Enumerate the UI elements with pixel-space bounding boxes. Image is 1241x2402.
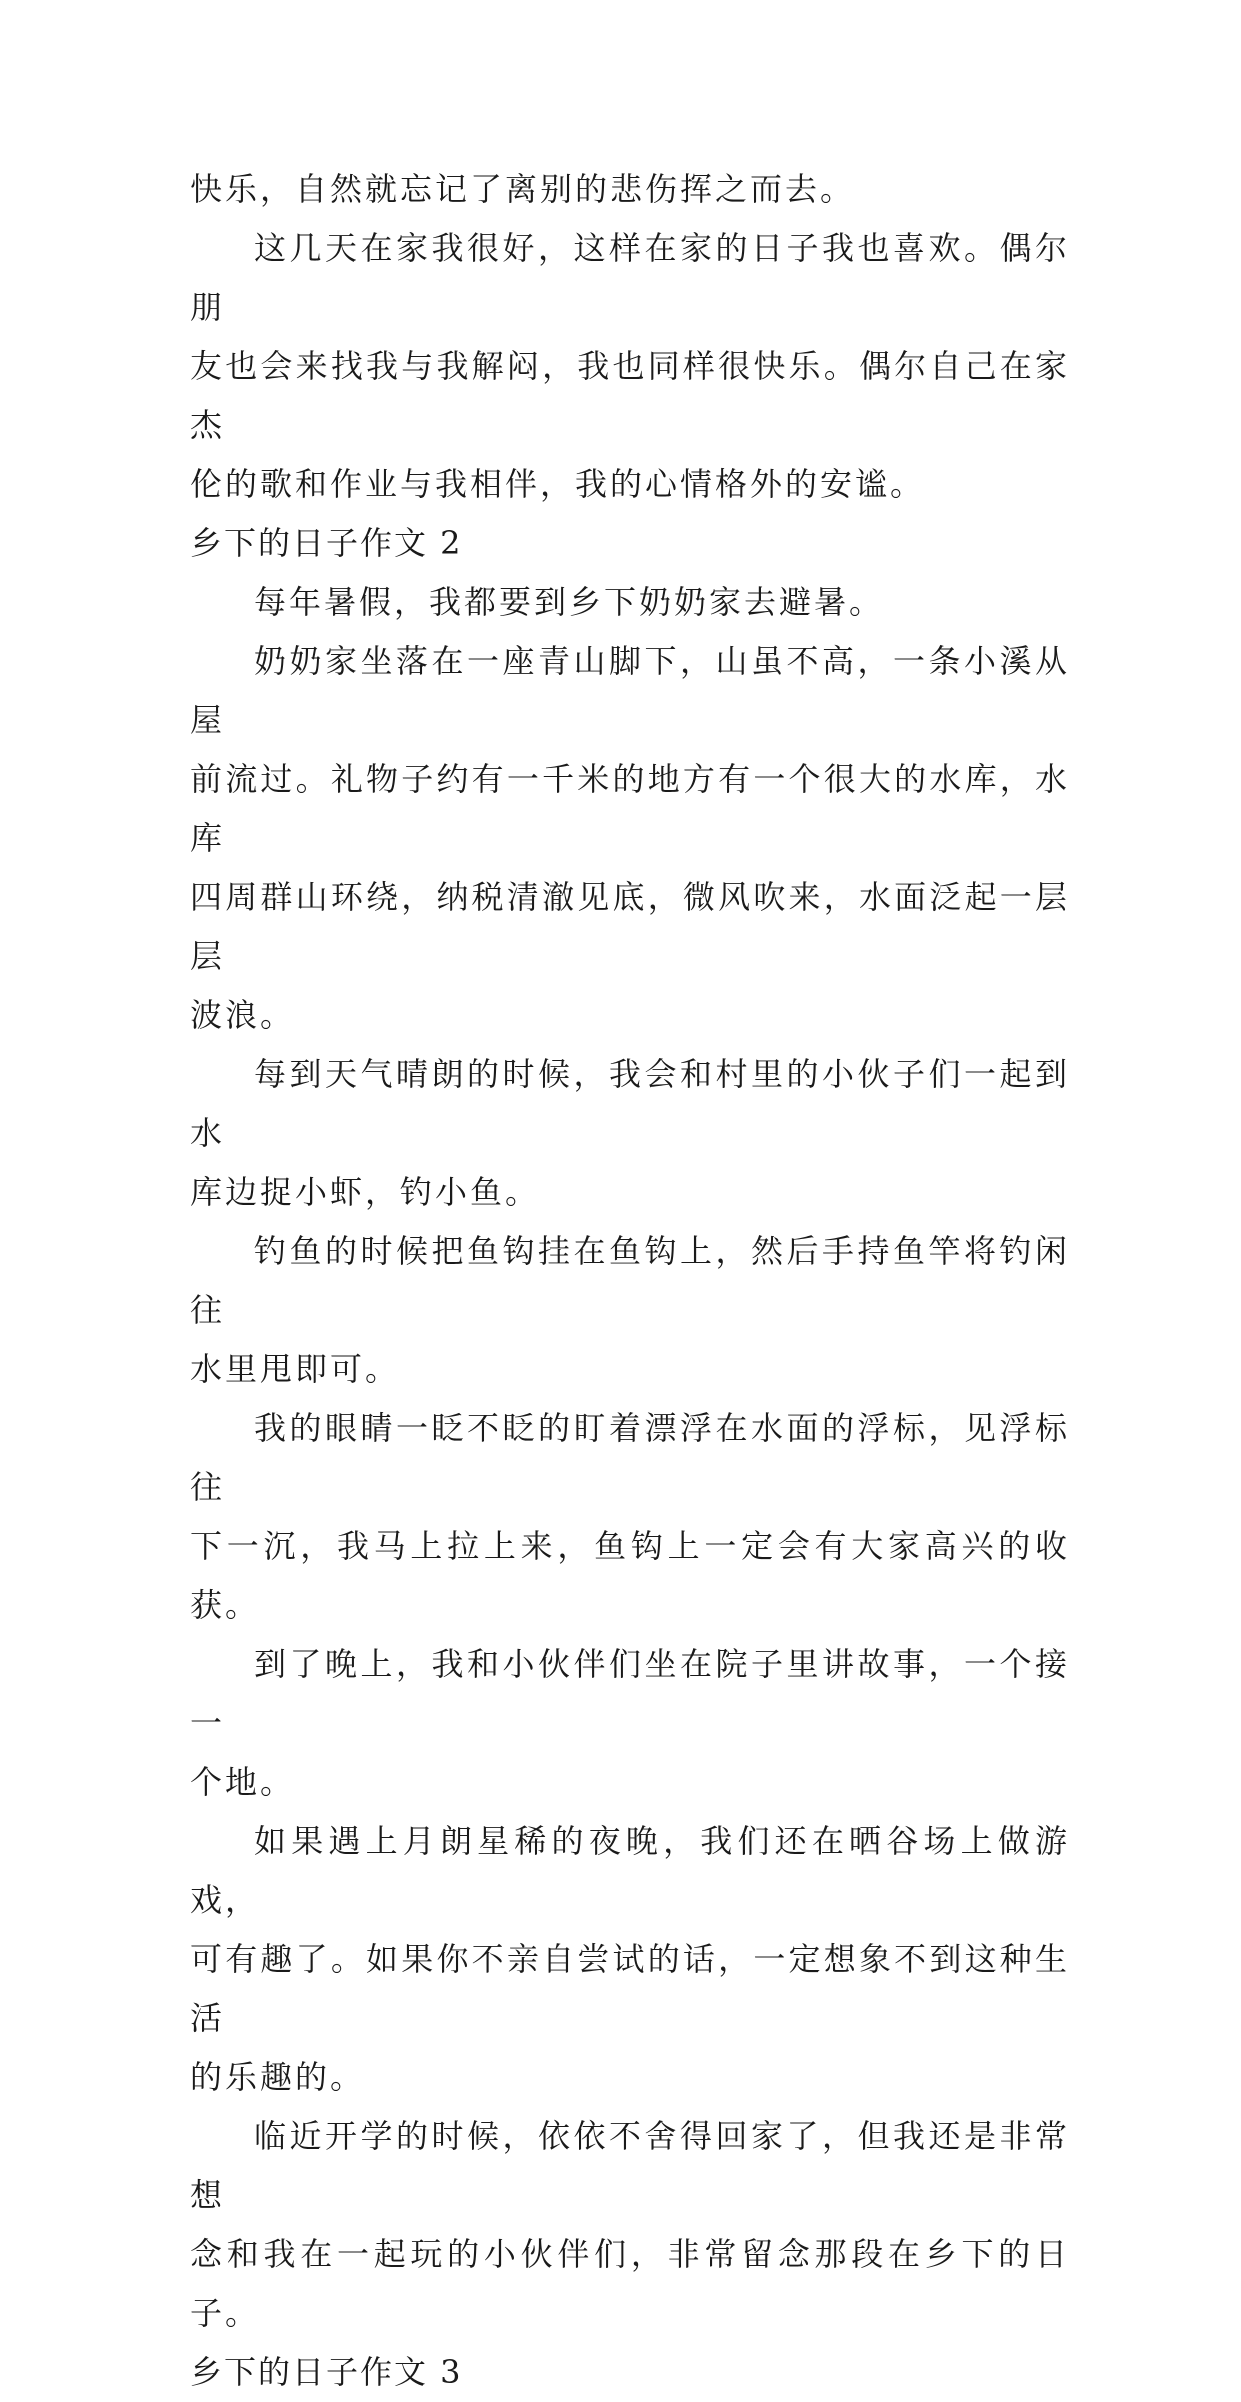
paragraph: 这几天在家我很好，这样在家的日子我也喜欢。偶尔朋 友也会来找我与我解闷，我也同样很快乐。偶尔自己在家杰 伦的歌和作业与我相伴，我的心情格外的安谧。 xyxy=(190,229,1070,503)
paragraph: 临近开学的时候，依依不舍得回家了，但我还是非常想 念和我在一起玩的小伙伴们，非常留念那段在乡下的日子。 xyxy=(190,2117,1070,2332)
section-heading: 乡下的日子作文 3 xyxy=(190,2353,463,2391)
paragraph: 每年暑假，我都要到乡下奶奶家去避暑。 xyxy=(254,583,885,621)
paragraph: 如果遇上月朗星稀的夜晚，我们还在晒谷场上做游戏， 可有趣了。如果你不亲自尝试的话，一定想象不到这种生活 的乐趣的。 xyxy=(190,1822,1070,2096)
document-body xyxy=(190,160,1070,2402)
paragraph: 我的眼睛一眨不眨的盯着漂浮在水面的浮标，见浮标往 下一沉，我马上拉上来，鱼钩上一定会有大家高兴的收获。 xyxy=(190,1409,1070,1624)
section-heading: 乡下的日子作文 2 xyxy=(190,524,463,562)
paragraph: 奶奶家坐落在一座青山脚下，山虽不高，一条小溪从屋 前流过。礼物子约有一千米的地方有一个很大的水库，水库 四周群山环绕，纳税清澈见底，微风吹来，水面泛起一层层 波浪。 xyxy=(190,642,1070,1034)
paragraph: 钓鱼的时候把鱼钩挂在鱼钩上，然后手持鱼竿将钓闲往 水里甩即可。 xyxy=(190,1232,1070,1388)
paragraph: 每到天气晴朗的时候，我会和村里的小伙子们一起到水 库边捉小虾，钓小鱼。 xyxy=(190,1055,1070,1211)
paragraph: 到了晚上，我和小伙伴们坐在院子里讲故事，一个接一 个地。 xyxy=(190,1645,1070,1801)
paragraph: 快乐，自然就忘记了离别的悲伤挥之而去。 xyxy=(190,170,856,208)
